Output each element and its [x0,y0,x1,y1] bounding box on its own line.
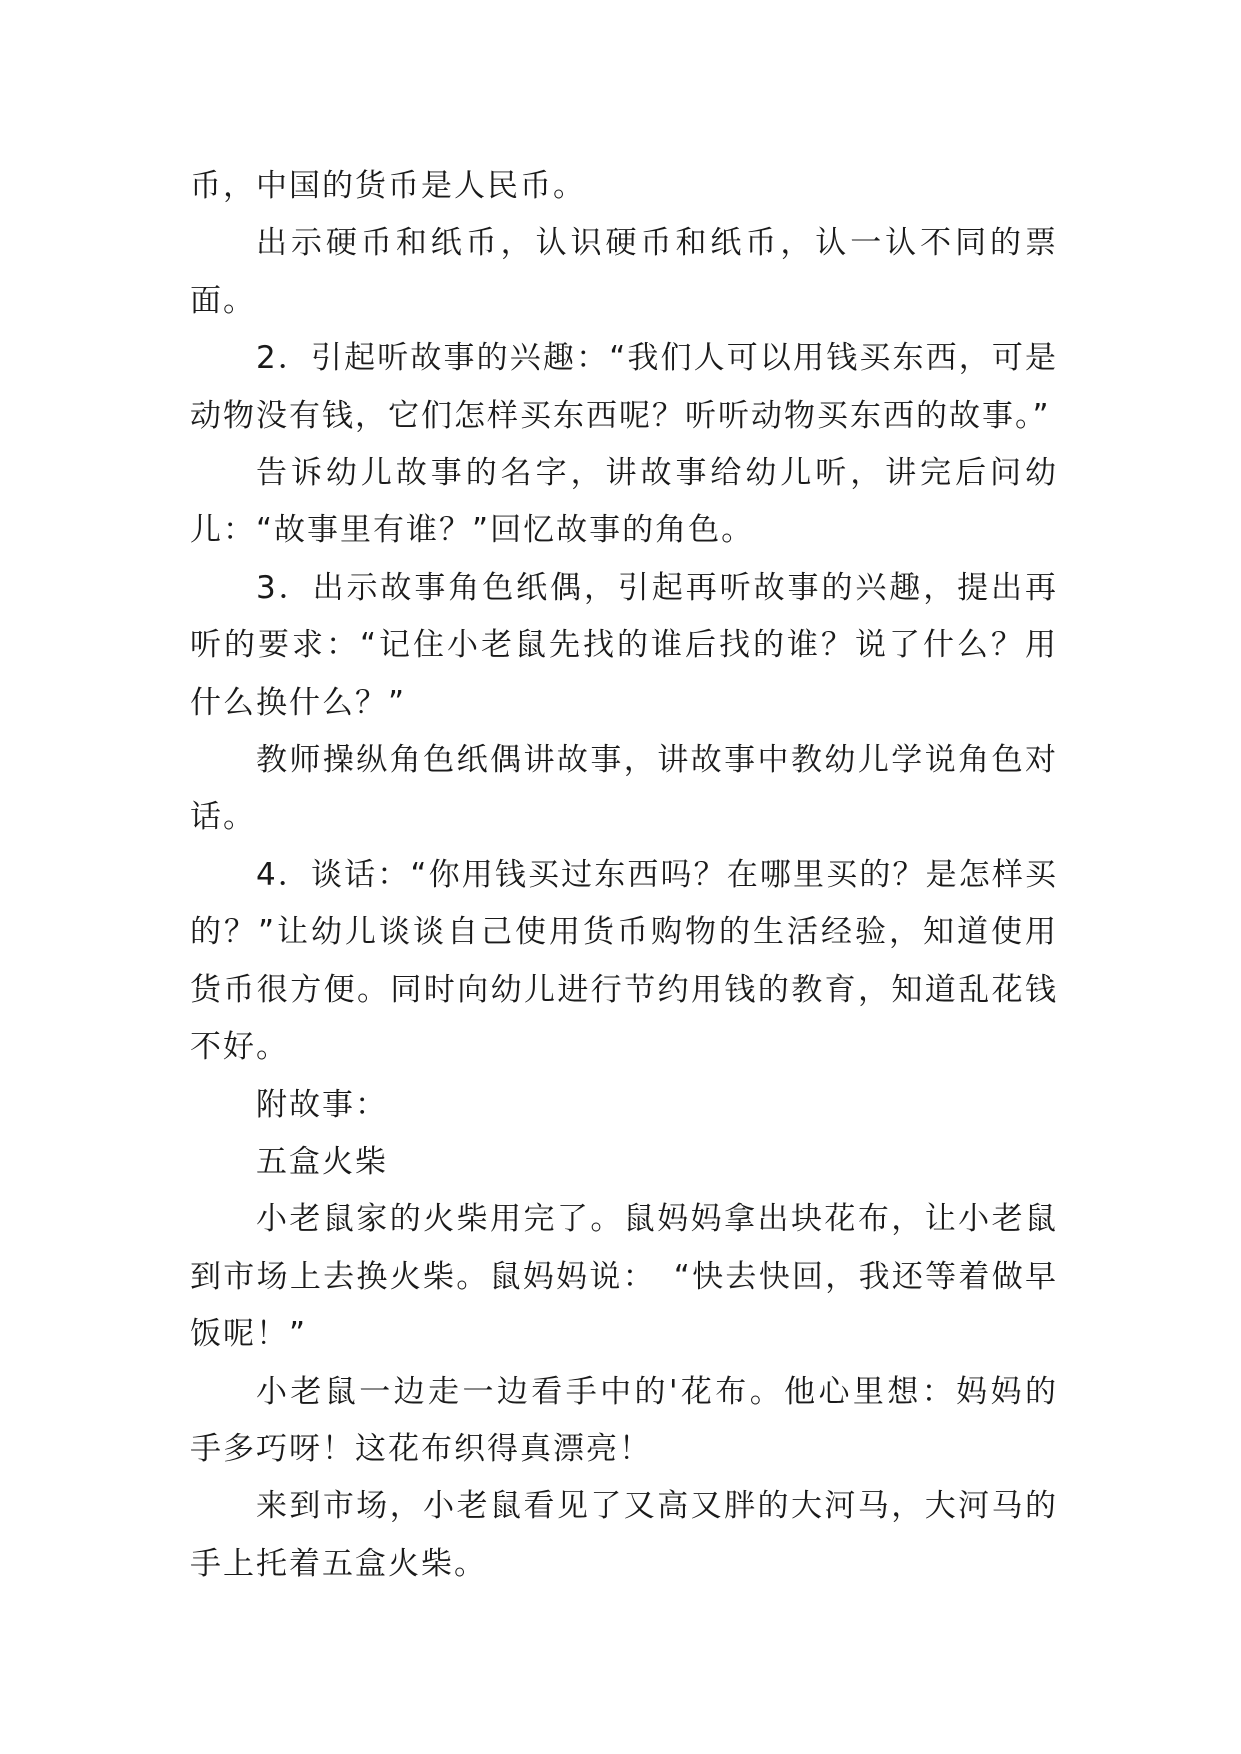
paragraph: 4．谈话：“你用钱买过东西吗？在哪里买的？是怎样买的？”让幼儿谈谈自己使用货币购物的生活经验，知道使用货币很方便。同时向幼儿进行节约用钱的教育，知道乱花钱不好。 [190,856,1058,1066]
paragraph: 告诉幼儿故事的名字，讲故事给幼儿听，讲完后问幼儿：“故事里有谁？”回忆故事的角色。 [190,455,1058,549]
paragraph: 2．引起听故事的兴趣：“我们人可以用钱买东西，可是动物没有钱，它们怎样买东西呢？听听动物买东西的故事。” [190,340,1058,434]
paragraph: 小老鼠一边走一边看手中的'花布。他心里想：妈妈的手多巧呀！这花布织得真漂亮！ [190,1373,1058,1467]
body-text [190,158,1058,1593]
paragraph: 出示硬币和纸币，认识硬币和纸币，认一认不同的票面。 [190,225,1058,319]
paragraph: 教师操纵角色纸偶讲故事，讲故事中教幼儿学说角色对话。 [190,742,1058,836]
paragraph: 3．出示故事角色纸偶，引起再听故事的兴趣，提出再听的要求：“记住小老鼠先找的谁后找的谁？说了什么？用什么换什么？” [190,569,1058,721]
paragraph: 附故事： [256,1086,388,1123]
paragraph: 小老鼠家的火柴用完了。鼠妈妈拿出块花布，让小老鼠到市场上去换火柴。鼠妈妈说： “快去快回，我还等着做早饭呢！” [190,1201,1058,1353]
story-title: 五盒火柴 [256,1143,388,1180]
paragraph: 来到市场，小老鼠看见了又高又胖的大河马，大河马的手上托着五盒火柴。 [190,1488,1058,1582]
paragraph: 币，中国的货币是人民币。 [190,168,586,204]
